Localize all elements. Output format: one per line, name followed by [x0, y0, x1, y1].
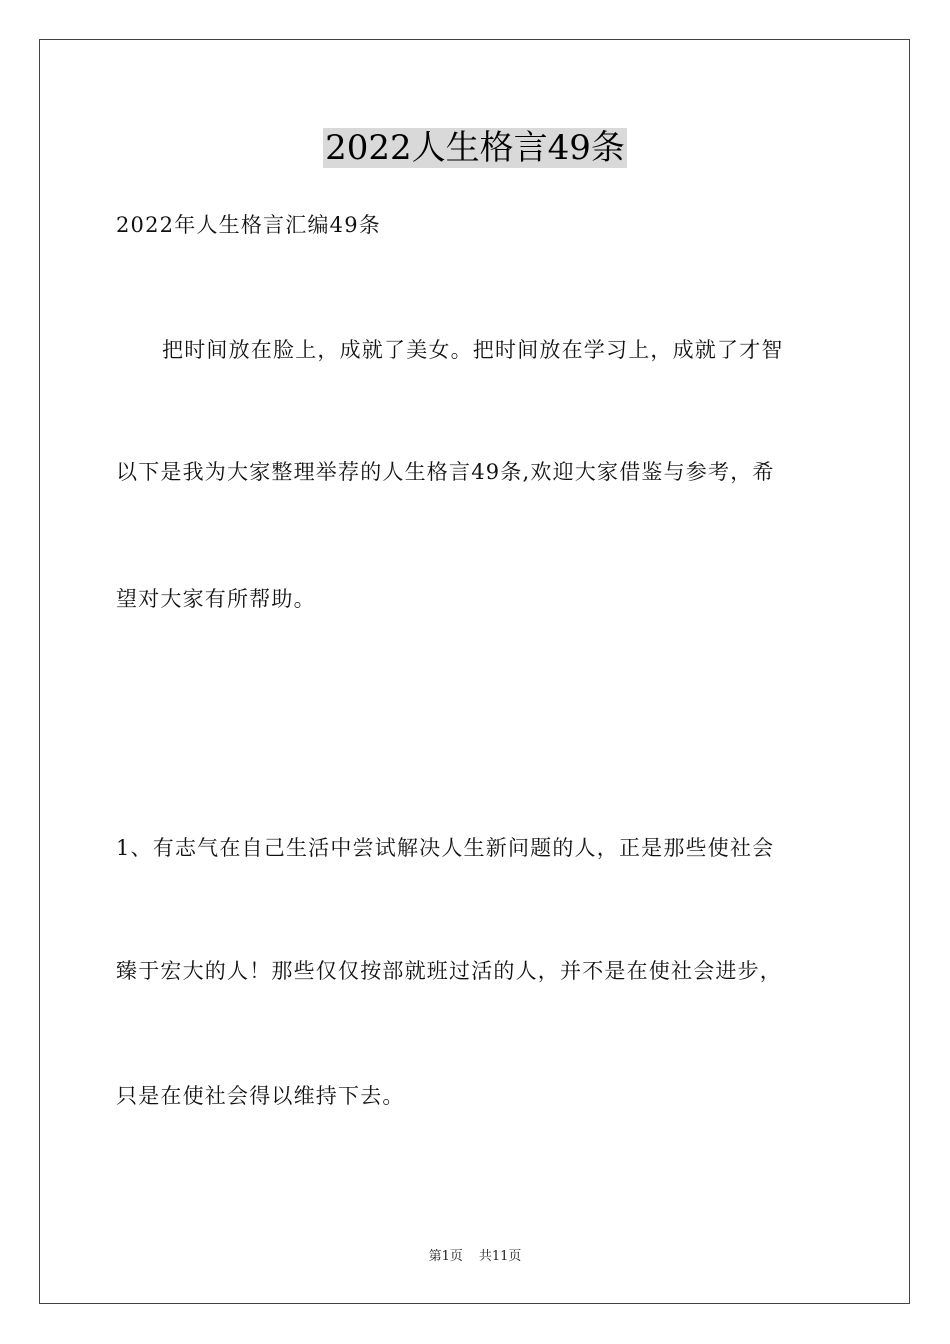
- document-subtitle: 2022年人生格言汇编49条: [116, 213, 381, 237]
- item-1-line-1: 1、有志气在自己生活中尝试解决人生新问题的人，正是那些使社会: [116, 836, 775, 860]
- intro-line-1: 把时间放在脸上，成就了美女。把时间放在学习上，成就了才智: [162, 338, 784, 362]
- item-1-line-3: 只是在使社会得以维持下去。: [116, 1084, 405, 1108]
- page-footer: [0, 1248, 950, 1266]
- intro-line-2: 以下是我为大家整理举荐的人生格言49条,欢迎大家借鉴与参考，希: [116, 460, 775, 484]
- document-title: 2022人生格言49条: [325, 128, 625, 168]
- page-total: 共11页: [478, 1249, 522, 1264]
- title-container: [0, 128, 950, 168]
- page-number: 第1页: [428, 1249, 463, 1264]
- item-1-line-2: 臻于宏大的人！那些仅仅按部就班过活的人，并不是在使社会进步，: [116, 959, 782, 983]
- intro-line-3: 望对大家有所帮助。: [116, 587, 316, 611]
